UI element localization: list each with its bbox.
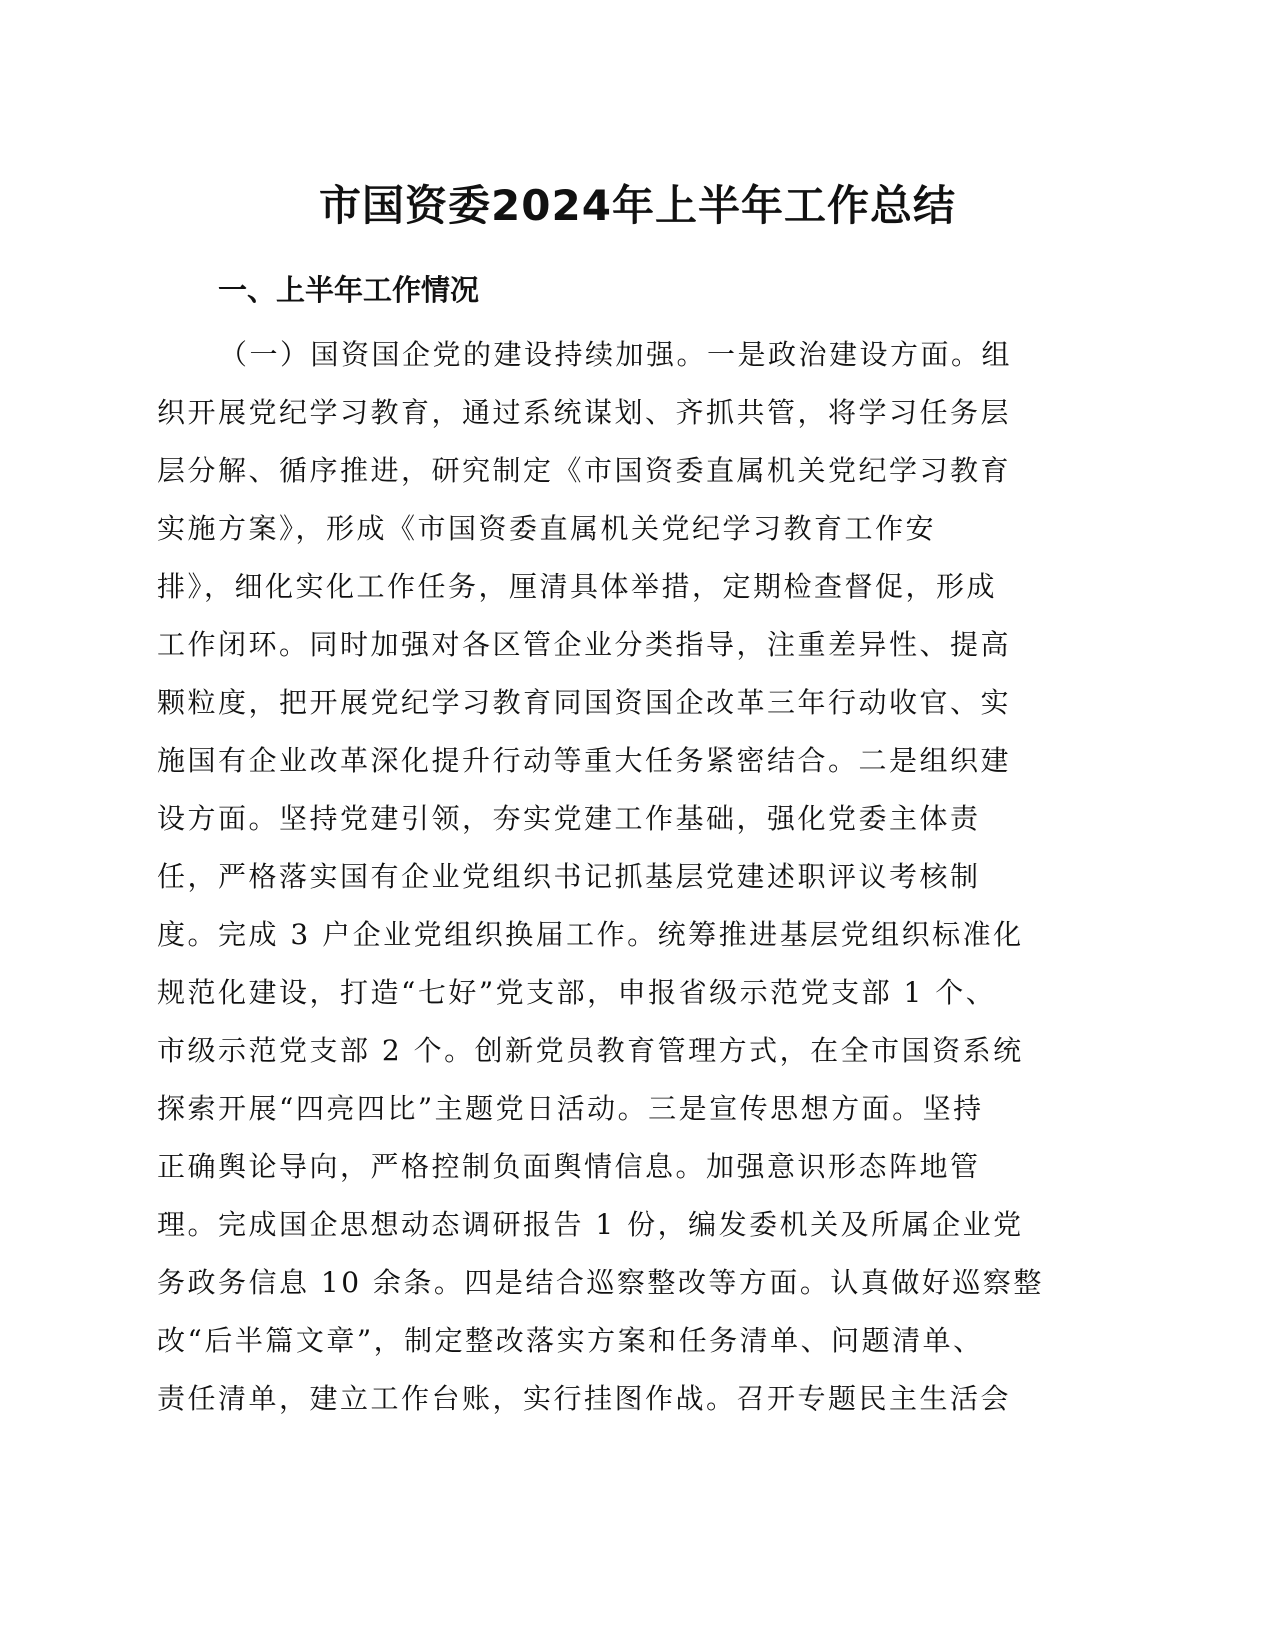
paragraph-line: 施国有企业改革深化提升行动等重大任务紧密结合。二是组织建 bbox=[157, 744, 1012, 777]
paragraph-line: 务政务信息 10 余条。四是结合巡察整改等方面。认真做好巡察整 bbox=[157, 1266, 1044, 1299]
paragraph-line: 工作闭环。同时加强对各区管企业分类指导，注重差异性、提高 bbox=[157, 628, 1012, 661]
paragraph-line: 度。完成 3 户企业党组织换届工作。统筹推进基层党组织标准化 bbox=[157, 918, 1024, 951]
paragraph-line: 市级示范党支部 2 个。创新党员教育管理方式，在全市国资系统 bbox=[157, 1034, 1024, 1067]
paragraph-line: 改“后半篇文章”，制定整改落实方案和任务清单、问题清单、 bbox=[157, 1324, 984, 1357]
paragraph-line: （一）国资国企党的建设持续加强。一是政治建设方面。组 bbox=[219, 338, 1013, 371]
document-title: 市国资委2024年上半年工作总结 bbox=[319, 181, 956, 230]
paragraph-line: 颗粒度，把开展党纪学习教育同国资国企改革三年行动收官、实 bbox=[157, 686, 1012, 719]
paragraph-line: 规范化建设，打造“七好”党支部，申报省级示范党支部 1 个、 bbox=[157, 976, 997, 1009]
paragraph-line: 层分解、循序推进，研究制定《市国资委直属机关党纪学习教育 bbox=[157, 454, 1012, 487]
paragraph-line: 正确舆论导向，严格控制负面舆情信息。加强意识形态阵地管 bbox=[157, 1150, 981, 1183]
paragraph-line: 理。完成国企思想动态调研报告 1 份，编发委机关及所属企业党 bbox=[157, 1208, 1024, 1241]
paragraph-line: 设方面。坚持党建引领，夯实党建工作基础，强化党委主体责 bbox=[157, 802, 981, 835]
paragraph-line: 探索开展“四亮四比”主题党日活动。三是宣传思想方面。坚持 bbox=[157, 1092, 984, 1125]
paragraph bbox=[157, 326, 1077, 1428]
paragraph-line: 实施方案》，形成《市国资委直属机关党纪学习教育工作安 bbox=[157, 512, 937, 545]
section-heading: 一、上半年工作情况 bbox=[218, 273, 480, 307]
paragraph-line: 任，严格落实国有企业党组织书记抓基层党建述职评议考核制 bbox=[157, 860, 981, 893]
paragraph-line: 织开展党纪学习教育，通过系统谋划、齐抓共管，将学习任务层 bbox=[157, 396, 1012, 429]
paragraph-line: 责任清单，建立工作台账，实行挂图作战。召开专题民主生活会 bbox=[157, 1382, 1012, 1415]
paragraph-line: 排》，细化实化工作任务，厘清具体举措，定期检查督促，形成 bbox=[157, 570, 998, 603]
